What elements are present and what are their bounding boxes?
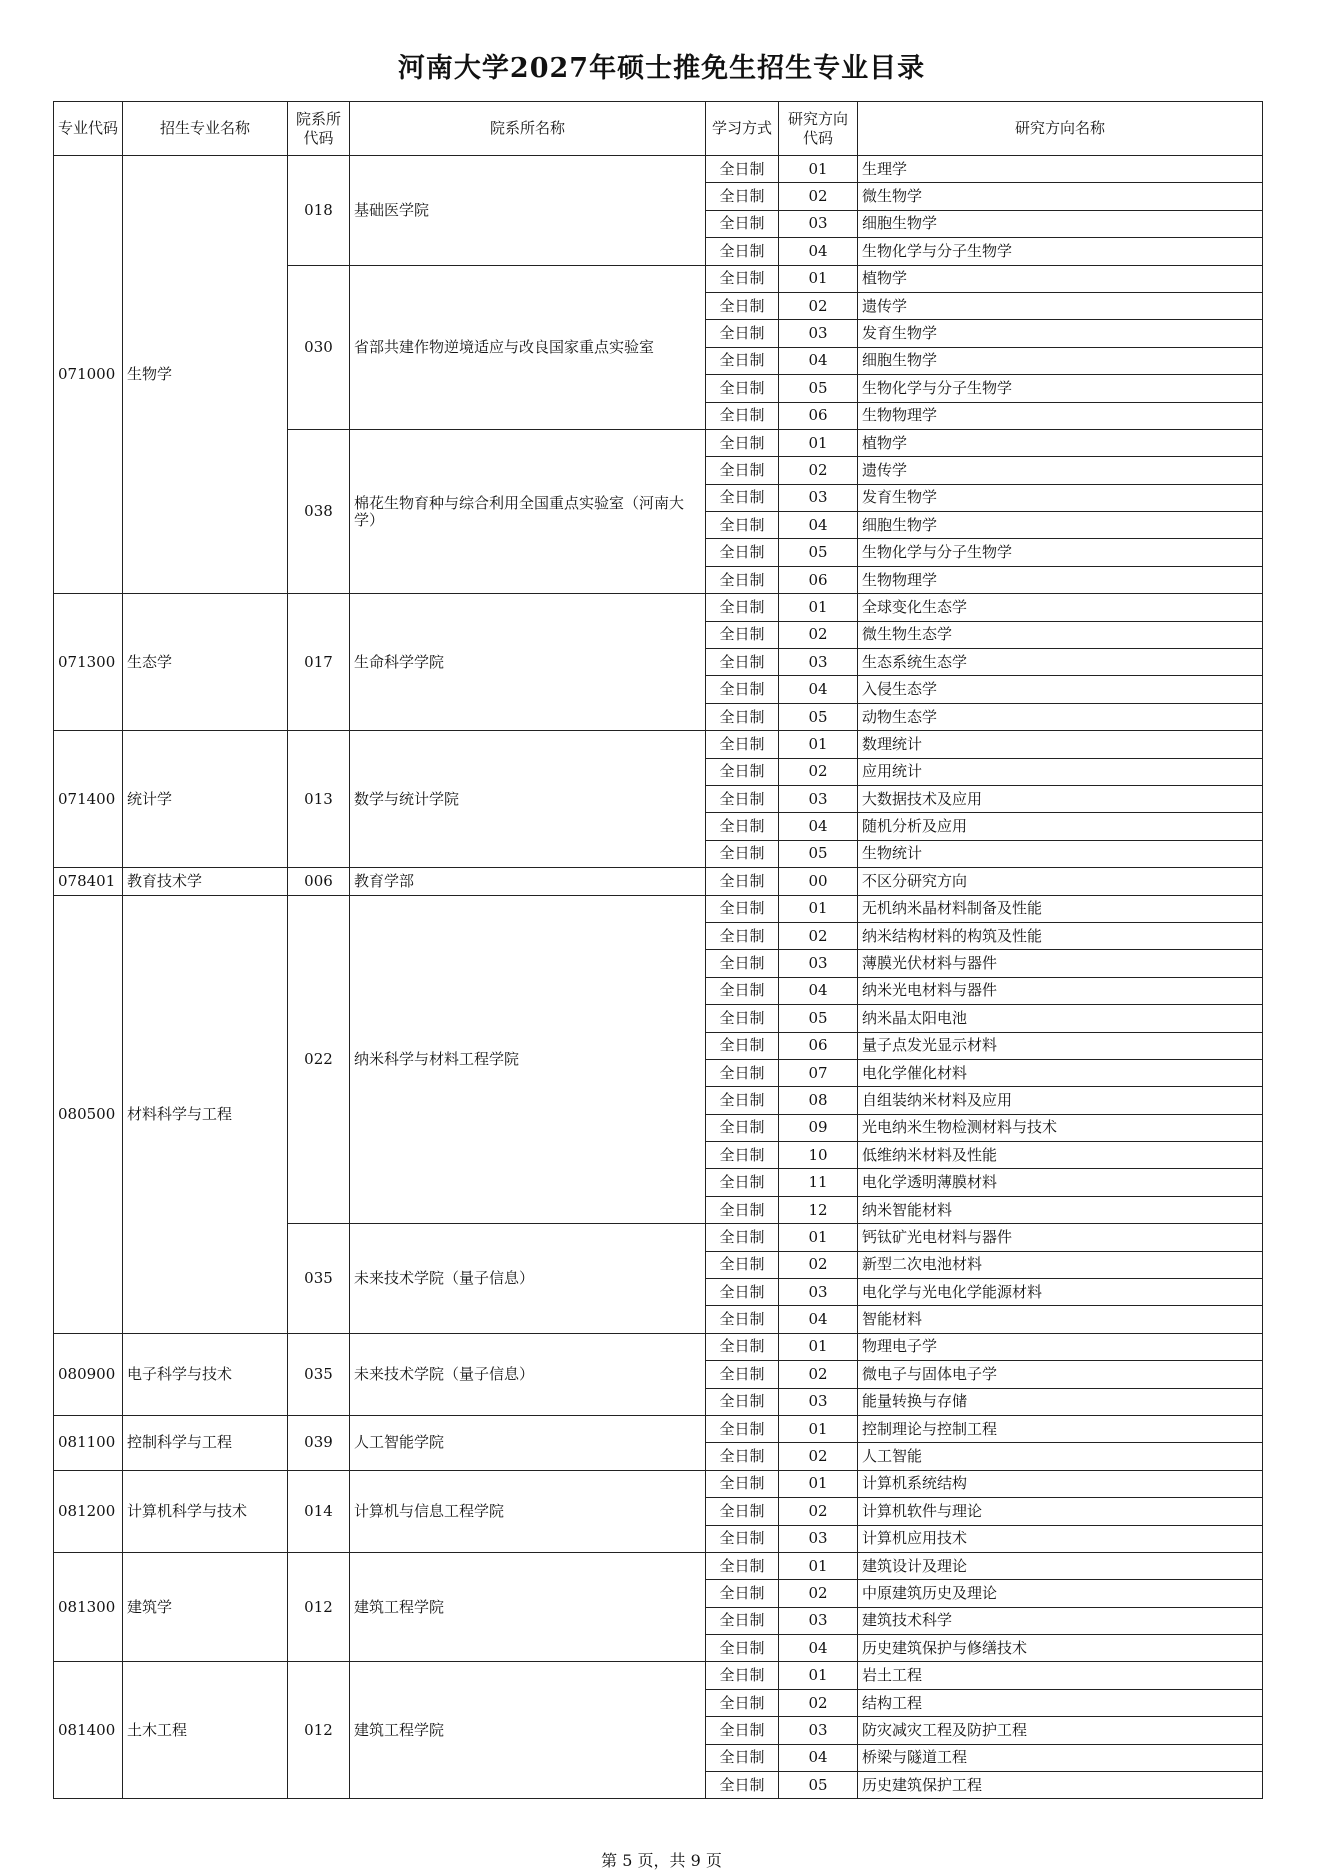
table-row [54,895,1263,922]
direction-code-cell: 02 [779,1251,858,1278]
dept-name-cell: 数学与统计学院 [350,731,706,868]
direction-name-cell: 岩土工程 [858,1662,1263,1689]
study-mode-cell: 全日制 [706,758,779,785]
direction-code-cell: 01 [779,731,858,758]
study-mode-cell: 全日制 [706,1361,779,1388]
direction-code-cell: 03 [779,210,858,237]
study-mode-cell: 全日制 [706,156,779,183]
direction-name-cell: 生物物理学 [858,566,1263,593]
direction-name-cell: 不区分研究方向 [858,868,1263,895]
major-code-cell: 080900 [54,1333,123,1415]
direction-code-cell: 05 [779,703,858,730]
direction-name-cell: 全球变化生态学 [858,594,1263,621]
direction-code-cell: 02 [779,1443,858,1470]
direction-code-cell: 10 [779,1142,858,1169]
dept-code-cell: 035 [288,1224,350,1334]
dept-code-cell: 012 [288,1552,350,1662]
table-row [54,1470,1263,1497]
direction-name-cell: 光电纳米生物检测材料与技术 [858,1114,1263,1141]
dept-code-cell: 017 [288,594,350,731]
direction-name-cell: 无机纳米晶材料制备及性能 [858,895,1263,922]
direction-name-cell: 数理统计 [858,731,1263,758]
study-mode-cell: 全日制 [706,1142,779,1169]
direction-code-cell: 02 [779,457,858,484]
dept-name-cell: 省部共建作物逆境适应与改良国家重点实验室 [350,265,706,429]
study-mode-cell: 全日制 [706,1498,779,1525]
direction-code-cell: 01 [779,156,858,183]
direction-name-cell: 防灾减灾工程及防护工程 [858,1717,1263,1744]
dept-name-cell: 建筑工程学院 [350,1662,706,1799]
study-mode-cell: 全日制 [706,238,779,265]
major-code-cell: 078401 [54,868,123,895]
table-row [54,868,1263,895]
direction-code-cell: 03 [779,1607,858,1634]
direction-code-cell: 05 [779,539,858,566]
direction-name-cell: 发育生物学 [858,320,1263,347]
dept-code-cell: 012 [288,1662,350,1799]
direction-code-cell: 04 [779,238,858,265]
major-name-cell: 材料科学与工程 [123,895,288,1333]
dept-code-cell: 039 [288,1415,350,1470]
direction-code-cell: 01 [779,265,858,292]
direction-name-cell: 入侵生态学 [858,676,1263,703]
table-row [54,1662,1263,1689]
direction-code-cell: 12 [779,1196,858,1223]
study-mode-cell: 全日制 [706,703,779,730]
major-code-cell: 071000 [54,156,123,594]
direction-code-cell: 06 [779,566,858,593]
major-code-cell: 080500 [54,895,123,1333]
study-mode-cell: 全日制 [706,457,779,484]
table-header-row [54,102,1263,156]
study-mode-cell: 全日制 [706,566,779,593]
study-mode-cell: 全日制 [706,429,779,456]
major-code-cell: 081100 [54,1415,123,1470]
direction-code-cell: 02 [779,292,858,319]
direction-name-cell: 电化学与光电化学能源材料 [858,1279,1263,1306]
major-name-cell: 建筑学 [123,1552,288,1662]
direction-name-cell: 钙钛矿光电材料与器件 [858,1224,1263,1251]
direction-code-cell: 01 [779,1552,858,1579]
direction-name-cell: 能量转换与存储 [858,1388,1263,1415]
direction-code-cell: 05 [779,1772,858,1799]
direction-name-cell: 物理电子学 [858,1333,1263,1360]
direction-name-cell: 随机分析及应用 [858,813,1263,840]
table-row [54,1333,1263,1360]
direction-code-cell: 11 [779,1169,858,1196]
study-mode-cell: 全日制 [706,375,779,402]
direction-code-cell: 01 [779,594,858,621]
direction-name-cell: 生物化学与分子生物学 [858,238,1263,265]
study-mode-cell: 全日制 [706,922,779,949]
direction-name-cell: 微生物学 [858,183,1263,210]
direction-name-cell: 桥梁与隧道工程 [858,1744,1263,1771]
direction-name-cell: 计算机软件与理论 [858,1498,1263,1525]
direction-name-cell: 电化学催化材料 [858,1059,1263,1086]
direction-code-cell: 03 [779,320,858,347]
table-row [54,1415,1263,1442]
study-mode-cell: 全日制 [706,676,779,703]
direction-code-cell: 05 [779,375,858,402]
study-mode-cell: 全日制 [706,1525,779,1552]
major-name-cell: 统计学 [123,731,288,868]
major-code-cell: 081300 [54,1552,123,1662]
direction-name-cell: 生物化学与分子生物学 [858,539,1263,566]
study-mode-cell: 全日制 [706,1443,779,1470]
direction-name-cell: 智能材料 [858,1306,1263,1333]
study-mode-cell: 全日制 [706,840,779,867]
direction-name-cell: 计算机系统结构 [858,1470,1263,1497]
direction-code-cell: 04 [779,1306,858,1333]
direction-code-cell: 02 [779,922,858,949]
direction-name-cell: 人工智能 [858,1443,1263,1470]
study-mode-cell: 全日制 [706,1635,779,1662]
direction-name-cell: 建筑设计及理论 [858,1552,1263,1579]
table-body [54,156,1263,1799]
dept-name-cell: 基础医学院 [350,156,706,266]
direction-name-cell: 建筑技术科学 [858,1607,1263,1634]
study-mode-cell: 全日制 [706,347,779,374]
direction-name-cell: 微生物生态学 [858,621,1263,648]
study-mode-cell: 全日制 [706,977,779,1004]
direction-name-cell: 微电子与固体电子学 [858,1361,1263,1388]
page-title: 河南大学2027年硕士推免生招生专业目录 [397,53,926,84]
direction-code-cell: 05 [779,840,858,867]
study-mode-cell: 全日制 [706,1059,779,1086]
dept-name-cell: 未来技术学院（量子信息） [350,1333,706,1415]
study-mode-cell: 全日制 [706,1388,779,1415]
direction-code-cell: 01 [779,1470,858,1497]
major-name-cell: 控制科学与工程 [123,1415,288,1470]
study-mode-cell: 全日制 [706,402,779,429]
study-mode-cell: 全日制 [706,868,779,895]
dept-code-cell: 022 [288,895,350,1224]
study-mode-cell: 全日制 [706,210,779,237]
table-row [54,1552,1263,1579]
direction-code-cell: 03 [779,785,858,812]
direction-code-cell: 01 [779,1662,858,1689]
direction-name-cell: 自组装纳米材料及应用 [858,1087,1263,1114]
direction-code-cell: 01 [779,429,858,456]
study-mode-cell: 全日制 [706,1689,779,1716]
dept-code-cell: 006 [288,868,350,895]
major-name-cell: 教育技术学 [123,868,288,895]
header-dept-name: 院系所名称 [350,102,706,156]
study-mode-cell: 全日制 [706,1662,779,1689]
study-mode-cell: 全日制 [706,1333,779,1360]
direction-code-cell: 03 [779,950,858,977]
dept-name-cell: 未来技术学院（量子信息） [350,1224,706,1334]
direction-name-cell: 遗传学 [858,292,1263,319]
direction-code-cell: 01 [779,1333,858,1360]
direction-name-cell: 应用统计 [858,758,1263,785]
study-mode-cell: 全日制 [706,1552,779,1579]
study-mode-cell: 全日制 [706,950,779,977]
direction-name-cell: 细胞生物学 [858,347,1263,374]
dept-name-cell: 计算机与信息工程学院 [350,1470,706,1552]
major-catalog-table [53,101,1263,1799]
major-code-cell: 081200 [54,1470,123,1552]
direction-code-cell: 02 [779,183,858,210]
direction-code-cell: 02 [779,1580,858,1607]
study-mode-cell: 全日制 [706,320,779,347]
header-major-code: 专业代码 [54,102,123,156]
header-major-name: 招生专业名称 [123,102,288,156]
study-mode-cell: 全日制 [706,539,779,566]
direction-name-cell: 新型二次电池材料 [858,1251,1263,1278]
direction-code-cell: 04 [779,676,858,703]
study-mode-cell: 全日制 [706,1169,779,1196]
major-name-cell: 电子科学与技术 [123,1333,288,1415]
study-mode-cell: 全日制 [706,1087,779,1114]
study-mode-cell: 全日制 [706,1470,779,1497]
direction-code-cell: 03 [779,1388,858,1415]
direction-code-cell: 00 [779,868,858,895]
direction-code-cell: 03 [779,484,858,511]
major-name-cell: 计算机科学与技术 [123,1470,288,1552]
direction-code-cell: 01 [779,1224,858,1251]
direction-name-cell: 中原建筑历史及理论 [858,1580,1263,1607]
major-name-cell: 土木工程 [123,1662,288,1799]
major-code-cell: 081400 [54,1662,123,1799]
study-mode-cell: 全日制 [706,649,779,676]
direction-name-cell: 细胞生物学 [858,210,1263,237]
direction-name-cell: 纳米智能材料 [858,1196,1263,1223]
direction-code-cell: 03 [779,1525,858,1552]
study-mode-cell: 全日制 [706,731,779,758]
study-mode-cell: 全日制 [706,1032,779,1059]
direction-name-cell: 计算机应用技术 [858,1525,1263,1552]
study-mode-cell: 全日制 [706,1580,779,1607]
direction-code-cell: 04 [779,512,858,539]
direction-name-cell: 控制理论与控制工程 [858,1415,1263,1442]
study-mode-cell: 全日制 [706,1607,779,1634]
direction-name-cell: 细胞生物学 [858,512,1263,539]
major-code-cell: 071300 [54,594,123,731]
direction-name-cell: 植物学 [858,429,1263,456]
direction-name-cell: 生态系统生态学 [858,649,1263,676]
direction-name-cell: 纳米晶太阳电池 [858,1005,1263,1032]
study-mode-cell: 全日制 [706,785,779,812]
direction-code-cell: 01 [779,895,858,922]
direction-code-cell: 08 [779,1087,858,1114]
study-mode-cell: 全日制 [706,1744,779,1771]
direction-code-cell: 04 [779,813,858,840]
dept-code-cell: 014 [288,1470,350,1552]
dept-code-cell: 038 [288,429,350,593]
dept-code-cell: 018 [288,156,350,266]
direction-code-cell: 01 [779,1415,858,1442]
direction-code-cell: 07 [779,1059,858,1086]
study-mode-cell: 全日制 [706,1772,779,1799]
direction-code-cell: 06 [779,402,858,429]
direction-name-cell: 历史建筑保护工程 [858,1772,1263,1799]
direction-name-cell: 生物化学与分子生物学 [858,375,1263,402]
study-mode-cell: 全日制 [706,895,779,922]
dept-name-cell: 教育学部 [350,868,706,895]
study-mode-cell: 全日制 [706,621,779,648]
direction-name-cell: 大数据技术及应用 [858,785,1263,812]
direction-code-cell: 02 [779,1689,858,1716]
direction-name-cell: 遗传学 [858,457,1263,484]
header-study-mode: 学习方式 [706,102,779,156]
direction-name-cell: 量子点发光显示材料 [858,1032,1263,1059]
direction-code-cell: 03 [779,1279,858,1306]
page-number: 第 5 页，共 9 页 [601,1851,722,1870]
direction-code-cell: 02 [779,758,858,785]
study-mode-cell: 全日制 [706,1196,779,1223]
study-mode-cell: 全日制 [706,1279,779,1306]
direction-code-cell: 02 [779,1361,858,1388]
study-mode-cell: 全日制 [706,813,779,840]
header-direction-name: 研究方向名称 [858,102,1263,156]
direction-code-cell: 04 [779,1744,858,1771]
dept-code-cell: 035 [288,1333,350,1415]
direction-code-cell: 02 [779,1498,858,1525]
direction-code-cell: 05 [779,1005,858,1032]
major-code-cell: 071400 [54,731,123,868]
major-name-cell: 生物学 [123,156,288,594]
direction-name-cell: 薄膜光伏材料与器件 [858,950,1263,977]
study-mode-cell: 全日制 [706,1717,779,1744]
dept-name-cell: 纳米科学与材料工程学院 [350,895,706,1224]
direction-code-cell: 03 [779,1717,858,1744]
study-mode-cell: 全日制 [706,1415,779,1442]
direction-code-cell: 04 [779,1635,858,1662]
dept-code-cell: 013 [288,731,350,868]
direction-name-cell: 生理学 [858,156,1263,183]
direction-name-cell: 历史建筑保护与修缮技术 [858,1635,1263,1662]
study-mode-cell: 全日制 [706,512,779,539]
direction-name-cell: 生物物理学 [858,402,1263,429]
dept-name-cell: 人工智能学院 [350,1415,706,1470]
direction-name-cell: 纳米结构材料的构筑及性能 [858,922,1263,949]
direction-code-cell: 04 [779,977,858,1004]
study-mode-cell: 全日制 [706,1306,779,1333]
direction-name-cell: 生物统计 [858,840,1263,867]
dept-name-cell: 建筑工程学院 [350,1552,706,1662]
table-row [54,594,1263,621]
study-mode-cell: 全日制 [706,183,779,210]
direction-name-cell: 纳米光电材料与器件 [858,977,1263,1004]
header-direction-code: 研究方向代码 [779,102,858,156]
study-mode-cell: 全日制 [706,292,779,319]
study-mode-cell: 全日制 [706,1251,779,1278]
direction-code-cell: 06 [779,1032,858,1059]
table-row [54,156,1263,183]
direction-name-cell: 低维纳米材料及性能 [858,1142,1263,1169]
major-name-cell: 生态学 [123,594,288,731]
direction-name-cell: 发育生物学 [858,484,1263,511]
study-mode-cell: 全日制 [706,594,779,621]
direction-name-cell: 植物学 [858,265,1263,292]
study-mode-cell: 全日制 [706,1114,779,1141]
header-dept-code: 院系所代码 [288,102,350,156]
study-mode-cell: 全日制 [706,484,779,511]
direction-name-cell: 动物生态学 [858,703,1263,730]
direction-code-cell: 02 [779,621,858,648]
dept-name-cell: 棉花生物育种与综合利用全国重点实验室（河南大学） [350,429,706,593]
study-mode-cell: 全日制 [706,1005,779,1032]
direction-name-cell: 电化学透明薄膜材料 [858,1169,1263,1196]
table-row [54,731,1263,758]
direction-name-cell: 结构工程 [858,1689,1263,1716]
study-mode-cell: 全日制 [706,265,779,292]
dept-code-cell: 030 [288,265,350,429]
study-mode-cell: 全日制 [706,1224,779,1251]
direction-code-cell: 09 [779,1114,858,1141]
direction-code-cell: 03 [779,649,858,676]
dept-name-cell: 生命科学学院 [350,594,706,731]
direction-code-cell: 04 [779,347,858,374]
